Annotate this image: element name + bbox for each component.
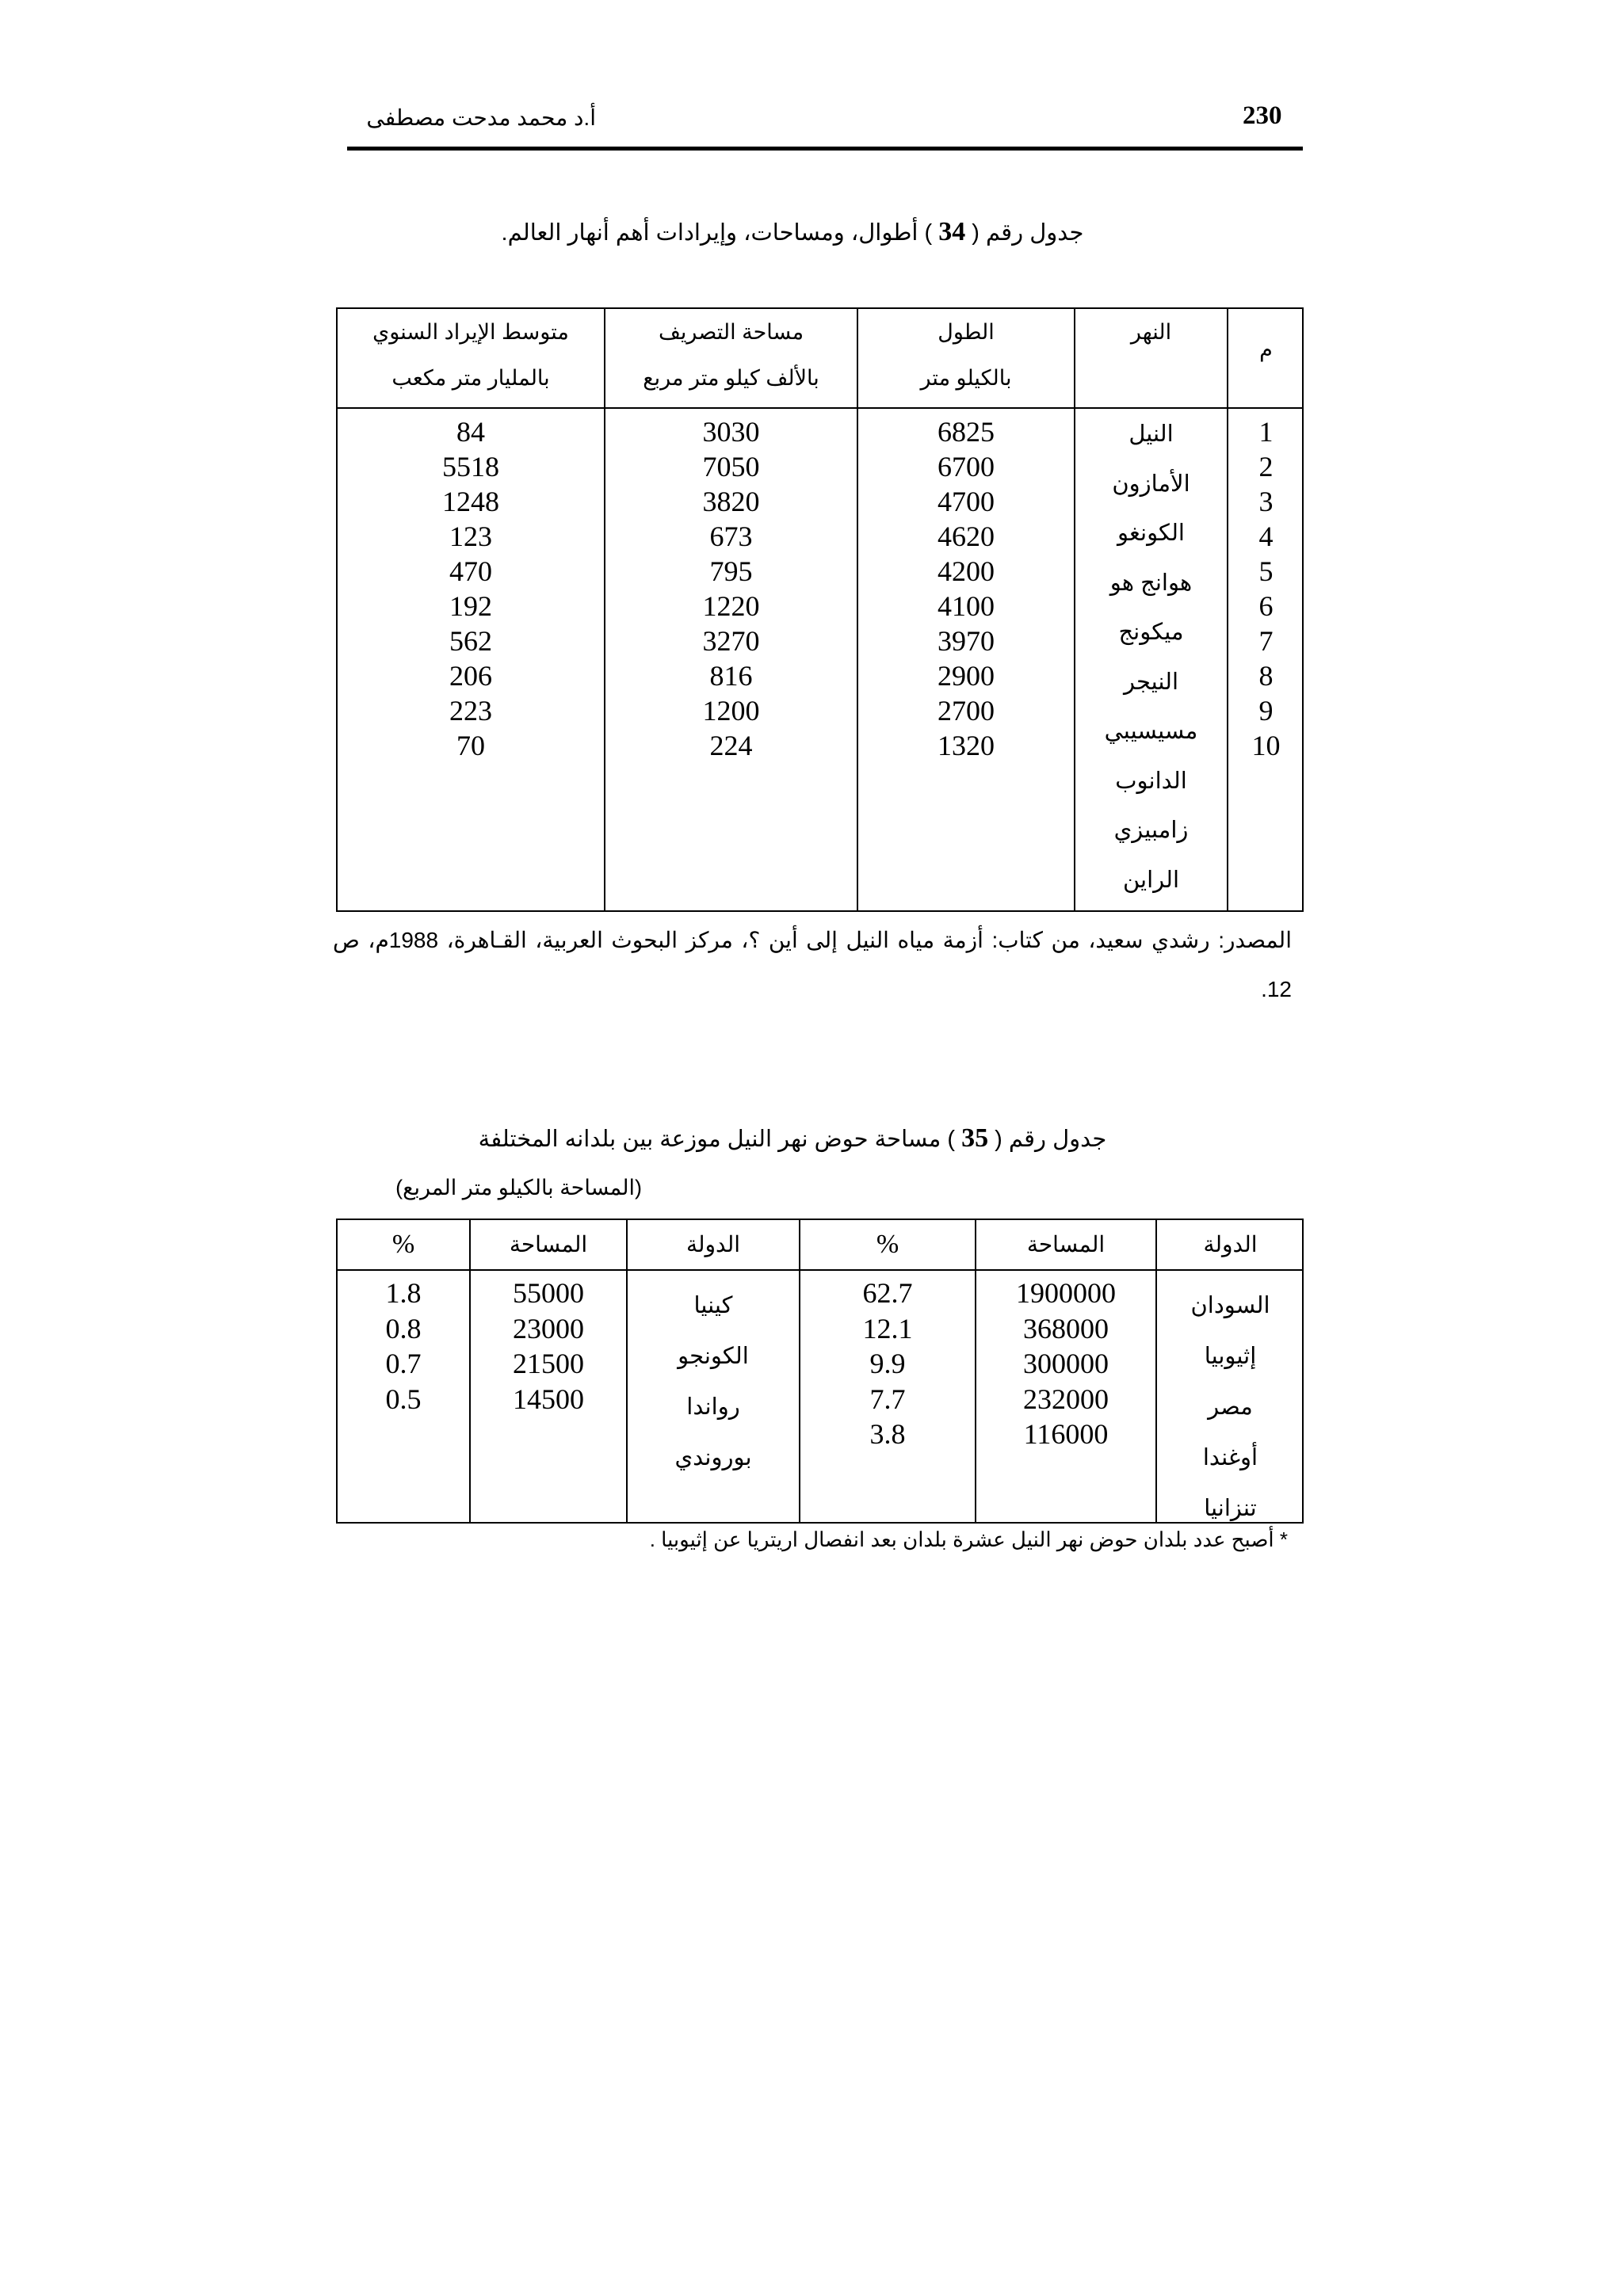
table34-source: المصدر: رشدي سعيد، من كتاب: أزمة مياه النيل إلى أين ؟، مركز البحوث العربية، القـاهرة، 1988م، ص 12. [333,928,1292,1001]
percents-left-column: 1.8 0.8 0.7 0.5 [385,1277,422,1415]
flows-column: 84 5518 1248 123 470 192 562 206 223 70 [442,416,499,761]
table35-title [396,1123,1189,1154]
header-country-right: الدولة [1203,1232,1258,1257]
page-number: 230 [1243,101,1282,130]
areas-left-column: 55000 23000 21500 14500 [513,1277,584,1415]
header-divider [338,407,1302,409]
index-column: 1 2 3 4 5 6 7 8 9 10 [1251,416,1281,761]
table35-unit-note: (المساحة بالكيلو متر المربع) [395,1176,642,1199]
header-area-unit: بالألف كيلو متر مربع [643,366,819,390]
author-name: أ.د محمد مدحت مصطفى [366,105,596,130]
table34-title-suffix: ) أطوال، ومساحات، وإيرادات أهم أنهار العالم. [501,220,933,246]
header-area-left: المساحة [509,1232,588,1257]
header-country-left: الدولة [685,1232,741,1257]
river-names-column: النيل الأمازون الكونغو هوانج هو ميكونج النيجر مسيسيبي الدانوب زامبيزي الراين [1104,421,1198,893]
table35-footnote: * أصبح عدد بلدان حوض نهر النيل عشرة بلدان بعد انفصال اريتريا عن إثيوبيا . [649,1527,1288,1551]
header-area: مساحة التصريف [658,320,804,344]
areas-column: 3030 7050 3820 673 795 1220 3270 816 1200 224 [702,416,760,761]
header-percent-left: % [391,1230,415,1259]
table35-title-suffix: ) مساحة حوض نهر النيل موزعة بين بلدانه المختلفة [478,1127,956,1152]
header-index: م [1259,338,1273,361]
header-rule [347,147,1303,151]
header-length: الطول [938,320,995,344]
header-percent-right: % [876,1230,899,1259]
lengths-column: 6825 6700 4700 4620 4200 4100 3970 2900 2700 1320 [938,416,995,761]
header-length-unit: بالكيلو متر [920,366,1012,390]
percents-right-column: 62.7 12.1 9.9 7.7 3.8 [862,1277,913,1450]
rivers-table [336,307,1304,912]
header-river: النهر [1130,320,1172,344]
countries-right-column: السودان إثيوبيا مصر أوغندا تنزانيا [1190,1293,1270,1521]
nile-basin-table [336,1219,1304,1524]
table35-title-prefix: جدول رقم ( [995,1127,1107,1152]
table34-number: 34 [938,217,966,246]
areas-right-column: 1900000 368000 300000 232000 116000 [1016,1277,1116,1450]
header-flow-unit: بالمليار متر مكعب [391,366,550,390]
table34-title [444,217,1141,247]
header-divider [338,1269,1302,1271]
header-area-right: المساحة [1026,1232,1106,1257]
header-flow: متوسط الإيراد السنوي [372,320,569,344]
table35-number: 35 [961,1123,989,1153]
table34-title-prefix: جدول رقم ( [972,220,1084,246]
countries-left-column: كينيا الكونجو رواندا بوروندي [674,1293,752,1470]
